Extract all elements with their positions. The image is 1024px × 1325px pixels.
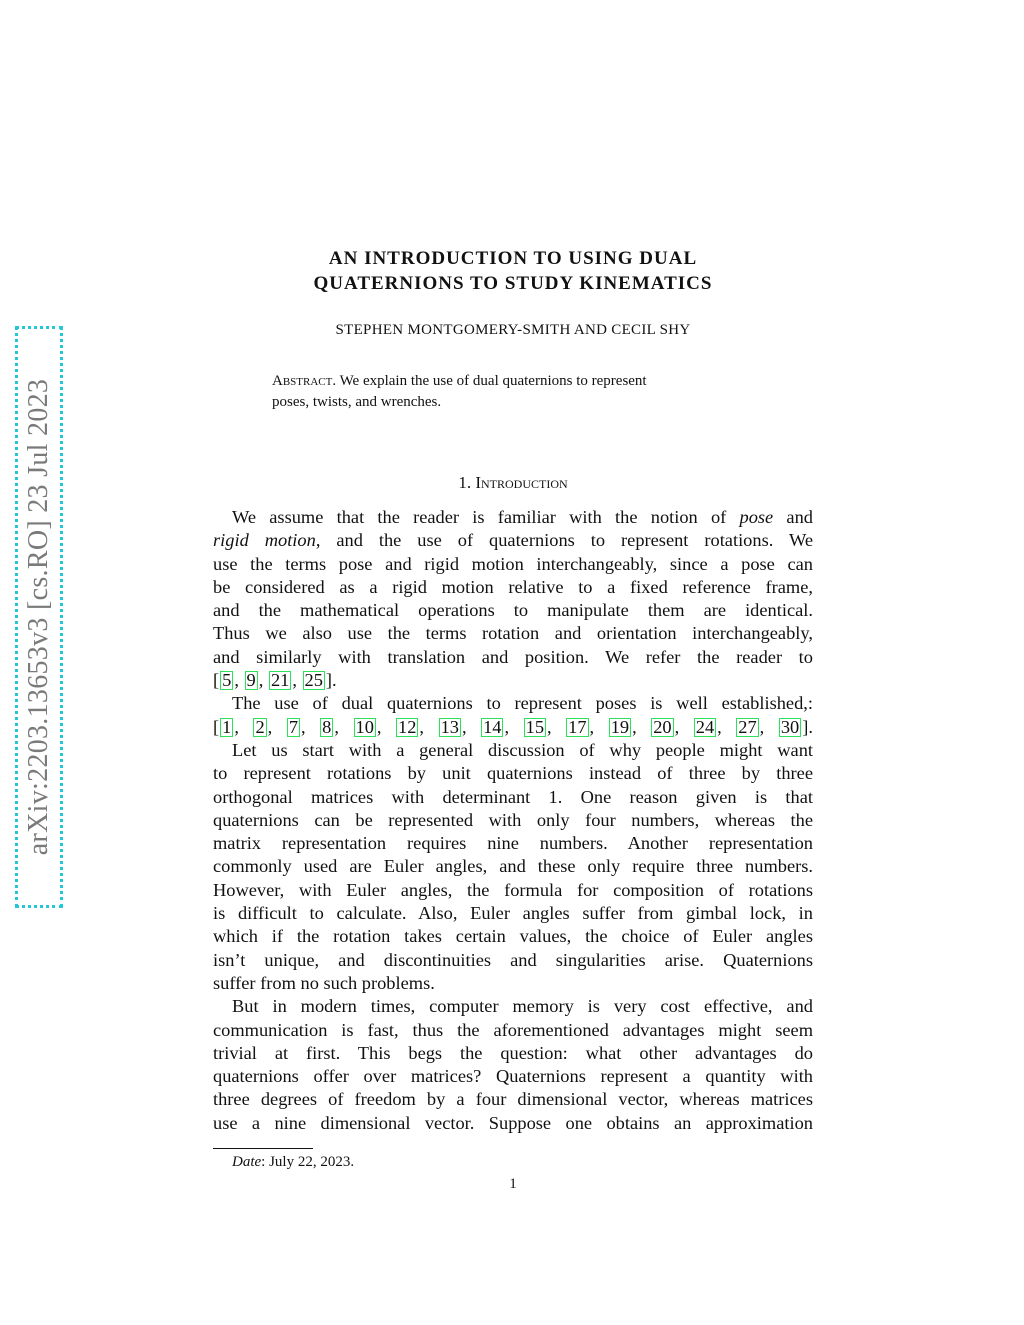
p3-line: which if the rotation takes certain values, the choice of Euler angles [213,926,813,947]
citation-link[interactable]: 30 [780,716,800,737]
p3-line: commonly used are Euler angles, and these only require three numbers. [213,856,813,877]
p1-line [213,529,813,552]
paper-title [213,246,813,296]
citation-link[interactable]: 25 [304,670,323,691]
p1-line: and similarly with translation and position. We refer the reader to [213,646,813,667]
footnote-rule [213,1148,313,1149]
citation-link[interactable]: 15 [525,716,545,737]
p1-line: use the terms pose and rigid motion interchangeably, since a pose can [213,553,813,574]
citation-link[interactable]: 21 [270,670,290,691]
citation-link[interactable]: 7 [288,716,299,737]
citation-link[interactable]: 5 [222,670,232,691]
text-span: , and the use of quaternions to represent rotations. We [315,530,813,551]
p1-line: be considered as a rigid motion relative to a fixed reference frame, [213,576,813,597]
p3-line: quaternions can be represented with only four numbers, whereas the [213,809,813,830]
p2-citations: [ 1 , 2 , 7 , 8 , 10 , 12 , 13 , 14 , 15 , 17 , 19 , 20 , 24 , 27 , 30 ]. [213,716,813,737]
p1-line [213,506,813,529]
text-span: and [773,507,813,527]
citation-link[interactable]: 14 [483,716,502,737]
text-span: We assume that the reader is familiar with the notion of [232,507,740,527]
p4-line: trivial at first. This begs the question: what other advantages do [213,1042,813,1063]
footnote-label: Date [232,1154,262,1170]
body-text [213,506,813,1135]
section-heading [213,473,813,493]
arxiv-identifier: arXiv:2203.13653v3 [cs.RO] 23 Jul 2023 [23,378,54,856]
p4-line: three degrees of freedom by a four dimensional vector, whereas matrices [213,1089,813,1110]
section-title: Introduction [475,473,568,492]
p4-line: use a nine dimensional vector. Suppose one obtains an approximation [213,1112,813,1133]
p3-line: is difficult to calculate. Also, Euler angles suffer from gimbal lock, in [213,903,813,924]
p2-line: The use of dual quaternions to represent poses is well established,: [232,693,813,714]
title-line-2: QUATERNIONS TO STUDY KINEMATICS [313,273,713,294]
citation-link[interactable]: 9 [246,670,256,691]
abstract [272,371,754,413]
citation-link[interactable]: 13 [440,716,459,737]
citation-link[interactable]: 8 [322,716,332,737]
emphasis: pose [739,507,774,527]
citation-link[interactable]: 27 [738,716,757,737]
citation-link[interactable]: 2 [255,716,265,737]
p4-line: But in modern times, computer memory is very cost effective, and [232,996,813,1017]
p1-citations: [ 5 , 9 , 21 , 25 ]. [213,670,337,691]
emphasis: rigid motion [213,530,316,551]
citation-link[interactable]: 19 [610,716,630,737]
p4-line: quaternions offer over matrices? Quaternions represent a quantity with [213,1066,813,1087]
section-number: 1. [458,473,472,492]
citation-link[interactable]: 20 [653,716,672,737]
citation-link[interactable]: 12 [398,716,417,737]
author-list: STEPHEN MONTGOMERY-SMITH AND CECIL SHY [335,322,691,338]
arxiv-stamp[interactable] [15,326,63,908]
citation-link[interactable]: 17 [568,716,587,737]
p3-line: matrix representation requires nine numbers. Another representation [213,833,813,854]
title-line-1: AN INTRODUCTION TO USING DUAL [328,248,698,269]
p1-line: and the mathematical operations to manipulate them are identical. [213,600,813,621]
p3-line: orthogonal matrices with determinant 1. One reason given is that [213,786,813,807]
p3-line: to represent rotations by unit quaternions instead of three by three [213,763,813,784]
footnote [232,1154,354,1171]
abstract-label: Abstract. [272,373,337,389]
p3-line: isn’t unique, and discontinuities and singularities arise. Quaternions [213,949,813,970]
abstract-line-2: poses, twists, and wrenches. [272,394,442,410]
abstract-line-1: We explain the use of dual quaternions to represent [339,373,647,389]
citation-link[interactable]: 10 [355,716,374,737]
citation-link[interactable]: 1 [222,716,232,737]
footnote-text: : July 22, 2023. [261,1154,355,1170]
p1-line: Thus we also use the terms rotation and orientation interchangeably, [213,623,813,644]
p3-line: However, with Euler angles, the formula for composition of rotations [213,879,813,900]
page-number: 1 [509,1176,517,1192]
p3-line: suffer from no such problems. [213,972,435,993]
p4-line: communication is fast, thus the aforementioned advantages might seem [213,1019,813,1040]
p3-line: Let us start with a general discussion of why people might want [232,739,813,760]
citation-link[interactable]: 24 [695,716,715,737]
